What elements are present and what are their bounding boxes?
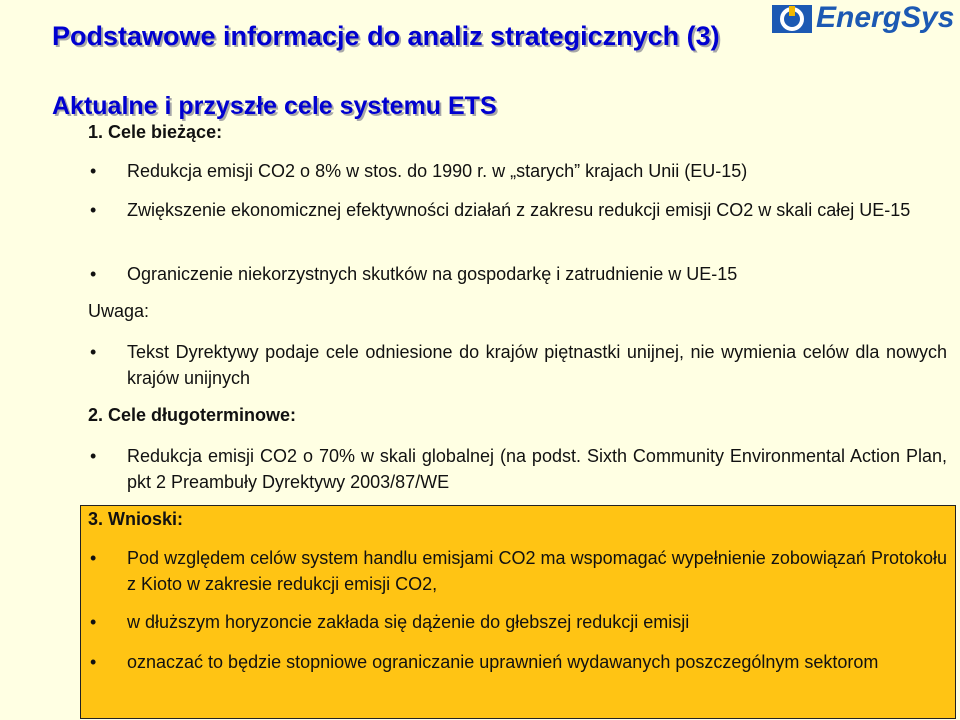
section1-item-2: Zwiększenie ekonomicznej efektywności działań z zakresu redukcji emisji CO2 w skali całej UE-15 (127, 200, 911, 220)
section3-heading: 3. Wnioski: (88, 509, 184, 529)
bullet-marker: • (90, 548, 97, 568)
note-label: Uwaga: (88, 301, 150, 321)
bullet-marker: • (90, 161, 97, 181)
bullet-marker: • (90, 200, 97, 220)
section2-item-1: Redukcja emisji CO2 o 70% w skali globalnej (na podst. Sixth Community Environmental Action Plan, pkt 2 Preambuły Dyrektywy 2003/87/WE (127, 446, 947, 492)
bullet-marker: • (90, 264, 97, 284)
slide-subtitle: Aktualne i przyszłe cele systemu ETS (52, 92, 497, 120)
section1-item-3: Ograniczenie niekorzystnych skutków na gospodarkę i zatrudnienie w UE-15 (127, 264, 738, 284)
energsys-logo (772, 0, 960, 36)
note-item-1: Tekst Dyrektywy podaje cele odniesione do krajów piętnastki unijnej, nie wymienia celów dla nowych krajów unijnych (127, 342, 947, 388)
section1-heading: 1. Cele bieżące: (88, 122, 223, 142)
section1-item-1: Redukcja emisji CO2 o 8% w stos. do 1990 r. w „starych” krajach Unii (EU-15) (127, 161, 748, 181)
section2-heading: 2. Cele długoterminowe: (88, 405, 297, 425)
bullet-marker: • (90, 612, 97, 632)
section3-item-3: oznaczać to będzie stopniowe ograniczanie uprawnień wydawanych poszczególnym sektorom (127, 652, 879, 672)
bullet-marker: • (90, 446, 97, 466)
section3-item-1: Pod względem celów system handlu emisjami CO2 ma wspomagać wypełnienie zobowiązań Protokołu z Kioto w zakresie redukcji emisji CO2, (127, 548, 947, 594)
section3-item-2: w dłuższym horyzoncie zakłada się dążenie do głebszej redukcji emisji (127, 612, 690, 632)
logo-mark-icon (772, 3, 812, 33)
bullet-marker: • (90, 652, 97, 672)
bullet-marker: • (90, 342, 97, 362)
logo-text: EnergSys (816, 1, 955, 34)
slide-title: Podstawowe informacje do analiz strategicznych (3) (52, 21, 720, 51)
